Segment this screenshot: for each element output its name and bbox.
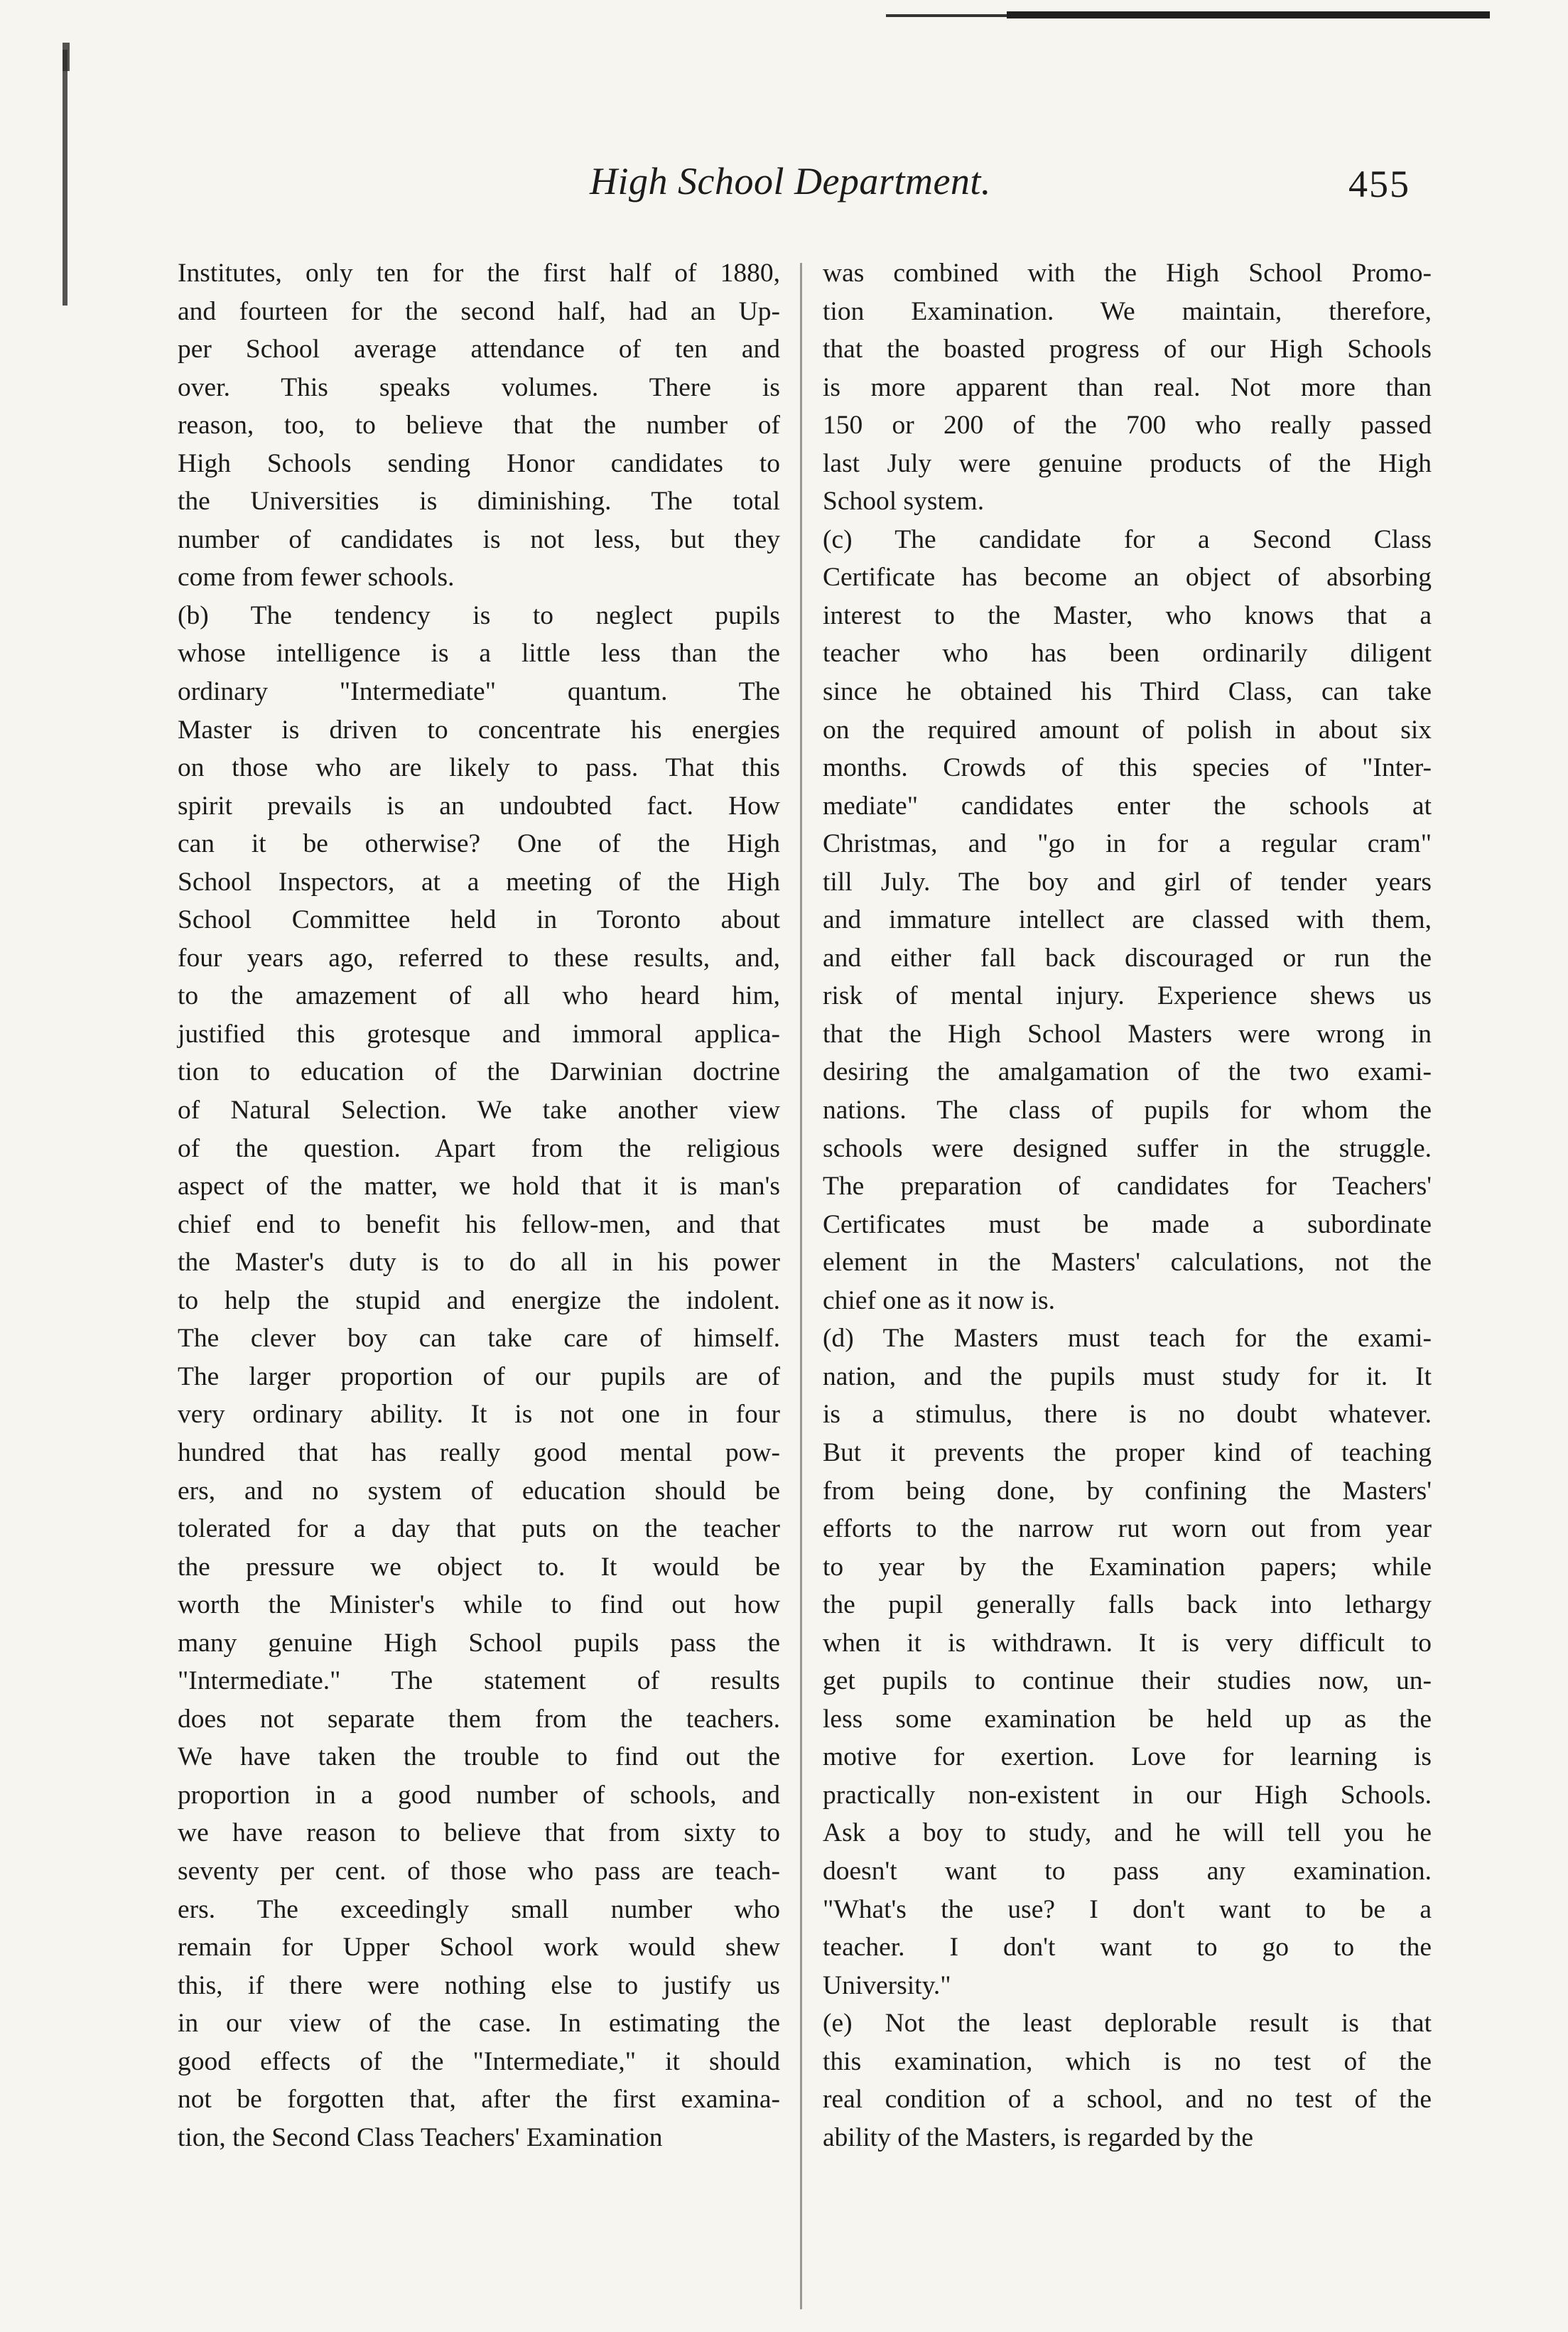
text-line: many genuine High School pupils pass the bbox=[178, 1628, 780, 1658]
text-line: 150 or 200 of the 700 who really passed bbox=[823, 411, 1432, 441]
text-line: number of candidates is not less, but they bbox=[178, 524, 780, 554]
text-line: (d) The Masters must teach for the exami- bbox=[823, 1324, 1432, 1354]
text-line: (c) The candidate for a Second Class bbox=[823, 524, 1432, 554]
text-line: chief end to benefit his fellow-men, and that bbox=[178, 1209, 780, 1239]
text-line: get pupils to continue their studies now, un- bbox=[823, 1666, 1432, 1696]
text-line: School Committee held in Toronto about bbox=[178, 905, 780, 935]
text-line: reason, too, to believe that the number of bbox=[178, 411, 780, 441]
text-line: School system. bbox=[823, 487, 985, 517]
text-line: teacher who has been ordinarily diligent bbox=[823, 639, 1432, 669]
text-line: Ask a boy to study, and he will tell you he bbox=[823, 1818, 1432, 1848]
text-line: from being done, by confining the Masters' bbox=[823, 1476, 1432, 1506]
text-line: less some examination be held up as the bbox=[823, 1704, 1432, 1734]
text-line: till July. The boy and girl of tender years bbox=[823, 867, 1432, 897]
text-line: ordinary "Intermediate" quantum. The bbox=[178, 677, 780, 707]
text-line: teacher. I don't want to go to the bbox=[823, 1933, 1432, 1963]
text-line: to help the stupid and energize the indolent. bbox=[178, 1285, 780, 1315]
text-line: and fourteen for the second half, had an Up- bbox=[178, 296, 780, 326]
text-line: of Natural Selection. We take another view bbox=[178, 1096, 780, 1125]
text-line: "What's the use? I don't want to be a bbox=[823, 1894, 1432, 1924]
text-line: But it prevents the proper kind of teaching bbox=[823, 1437, 1432, 1467]
running-title: High School Department. bbox=[590, 160, 991, 203]
text-line: Christmas, and "go in for a regular cram" bbox=[823, 829, 1432, 859]
text-line: chief one as it now is. bbox=[823, 1285, 1056, 1315]
text-line: High Schools sending Honor candidates to bbox=[178, 448, 780, 478]
text-line: we have reason to believe that from sixty to bbox=[178, 1818, 780, 1848]
text-line: seventy per cent. of those who pass are teach- bbox=[178, 1856, 780, 1886]
right-text-column bbox=[823, 254, 1432, 2156]
text-line: and immature intellect are classed with them, bbox=[823, 905, 1432, 935]
text-line: good effects of the "Intermediate," it should bbox=[178, 2046, 780, 2076]
text-line: proportion in a good number of schools, and bbox=[178, 1780, 780, 1810]
text-line: School Inspectors, at a meeting of the High bbox=[178, 867, 780, 897]
text-line: come from fewer schools. bbox=[178, 563, 455, 593]
text-line: ers, and no system of education should be bbox=[178, 1476, 780, 1506]
text-line: element in the Masters' calculations, not the bbox=[823, 1248, 1432, 1278]
text-line: practically non-existent in our High Schools. bbox=[823, 1780, 1432, 1810]
text-line: in our view of the case. In estimating the bbox=[178, 2009, 780, 2039]
text-line: does not separate them from the teachers. bbox=[178, 1704, 780, 1734]
text-line: this examination, which is no test of the bbox=[823, 2046, 1432, 2076]
text-line: since he obtained his Third Class, can take bbox=[823, 677, 1432, 707]
text-line: ers. The exceedingly small number who bbox=[178, 1894, 780, 1924]
text-line: nation, and the pupils must study for it. It bbox=[823, 1361, 1432, 1391]
scan-left-edge bbox=[63, 50, 67, 306]
text-line: this, if there were nothing else to justify us bbox=[178, 1970, 780, 2000]
text-line: motive for exertion. Love for learning is bbox=[823, 1742, 1432, 1772]
text-line: Certificates must be made a subordinate bbox=[823, 1209, 1432, 1239]
text-line: real condition of a school, and no test of the bbox=[823, 2085, 1432, 2115]
text-line: interest to the Master, who knows that a bbox=[823, 600, 1432, 630]
text-line: University." bbox=[823, 1970, 951, 2000]
text-line: (b) The tendency is to neglect pupils bbox=[178, 600, 780, 630]
text-line: whose intelligence is a little less than the bbox=[178, 639, 780, 669]
text-line: the pupil generally falls back into lethargy bbox=[823, 1590, 1432, 1620]
text-line: was combined with the High School Promo- bbox=[823, 259, 1432, 288]
text-line: justified this grotesque and immoral applica- bbox=[178, 1019, 780, 1049]
text-line: Institutes, only ten for the first half of 1880, bbox=[178, 259, 780, 288]
text-line: months. Crowds of this species of "Inter- bbox=[823, 753, 1432, 783]
text-line: (e) Not the least deplorable result is that bbox=[823, 2009, 1432, 2039]
text-line: hundred that has really good mental pow- bbox=[178, 1437, 780, 1467]
text-line: that the High School Masters were wrong in bbox=[823, 1019, 1432, 1049]
text-line: mediate" candidates enter the schools at bbox=[823, 791, 1432, 821]
text-line: schools were designed suffer in the struggle. bbox=[823, 1133, 1432, 1163]
scan-top-rule-thin bbox=[886, 14, 1007, 17]
text-line: doesn't want to pass any examination. bbox=[823, 1856, 1432, 1886]
text-line: desiring the amalgamation of the two exami- bbox=[823, 1057, 1432, 1087]
text-line: can it be otherwise? One of the High bbox=[178, 829, 780, 859]
text-line: worth the Minister's while to find out how bbox=[178, 1590, 780, 1620]
text-line: four years ago, referred to these results, and, bbox=[178, 943, 780, 973]
text-line: The preparation of candidates for Teachers' bbox=[823, 1172, 1432, 1202]
text-line: not be forgotten that, after the first examina- bbox=[178, 2085, 780, 2115]
text-line: on those who are likely to pass. That this bbox=[178, 753, 780, 783]
text-line: spirit prevails is an undoubted fact. How bbox=[178, 791, 780, 821]
text-line: very ordinary ability. It is not one in four bbox=[178, 1400, 780, 1430]
text-line: The larger proportion of our pupils are of bbox=[178, 1361, 780, 1391]
text-line: tion Examination. We maintain, therefore, bbox=[823, 296, 1432, 326]
text-line: over. This speaks volumes. There is bbox=[178, 372, 780, 402]
text-line: tion, the Second Class Teachers' Examination bbox=[178, 2122, 663, 2152]
text-line: Certificate has become an object of absorbing bbox=[823, 563, 1432, 593]
text-line: to the amazement of all who heard him, bbox=[178, 981, 780, 1011]
text-line: efforts to the narrow rut worn out from year bbox=[823, 1514, 1432, 1544]
text-line: the pressure we object to. It would be bbox=[178, 1552, 780, 1582]
text-line: Master is driven to concentrate his energies bbox=[178, 715, 780, 745]
text-line: of the question. Apart from the religious bbox=[178, 1133, 780, 1163]
text-line: the Universities is diminishing. The total bbox=[178, 487, 780, 517]
text-line: nations. The class of pupils for whom the bbox=[823, 1096, 1432, 1125]
page-number: 455 bbox=[1348, 163, 1410, 205]
text-line: remain for Upper School work would shew bbox=[178, 1933, 780, 1963]
text-line: is more apparent than real. Not more than bbox=[823, 372, 1432, 402]
text-line: We have taken the trouble to find out the bbox=[178, 1742, 780, 1772]
text-line: tion to education of the Darwinian doctrine bbox=[178, 1057, 780, 1087]
text-line: the Master's duty is to do all in his power bbox=[178, 1248, 780, 1278]
text-line: aspect of the matter, we hold that it is man's bbox=[178, 1172, 780, 1202]
text-line: The clever boy can take care of himself. bbox=[178, 1324, 780, 1354]
text-line: when it is withdrawn. It is very difficult to bbox=[823, 1628, 1432, 1658]
column-divider bbox=[800, 263, 802, 2309]
text-line: "Intermediate." The statement of results bbox=[178, 1666, 780, 1696]
text-line: per School average attendance of ten and bbox=[178, 335, 780, 365]
text-line: to year by the Examination papers; while bbox=[823, 1552, 1432, 1582]
text-line: is a stimulus, there is no doubt whatever. bbox=[823, 1400, 1432, 1430]
text-line: risk of mental injury. Experience shews us bbox=[823, 981, 1432, 1011]
text-line: tolerated for a day that puts on the teacher bbox=[178, 1514, 780, 1544]
scan-top-rule bbox=[1007, 11, 1490, 18]
text-line: and either fall back discouraged or run the bbox=[823, 943, 1432, 973]
text-line: ability of the Masters, is regarded by the bbox=[823, 2122, 1254, 2152]
text-line: last July were genuine products of the High bbox=[823, 448, 1432, 478]
left-text-column bbox=[178, 254, 780, 2156]
text-line: on the required amount of polish in about six bbox=[823, 715, 1432, 745]
text-line: that the boasted progress of our High Schools bbox=[823, 335, 1432, 365]
